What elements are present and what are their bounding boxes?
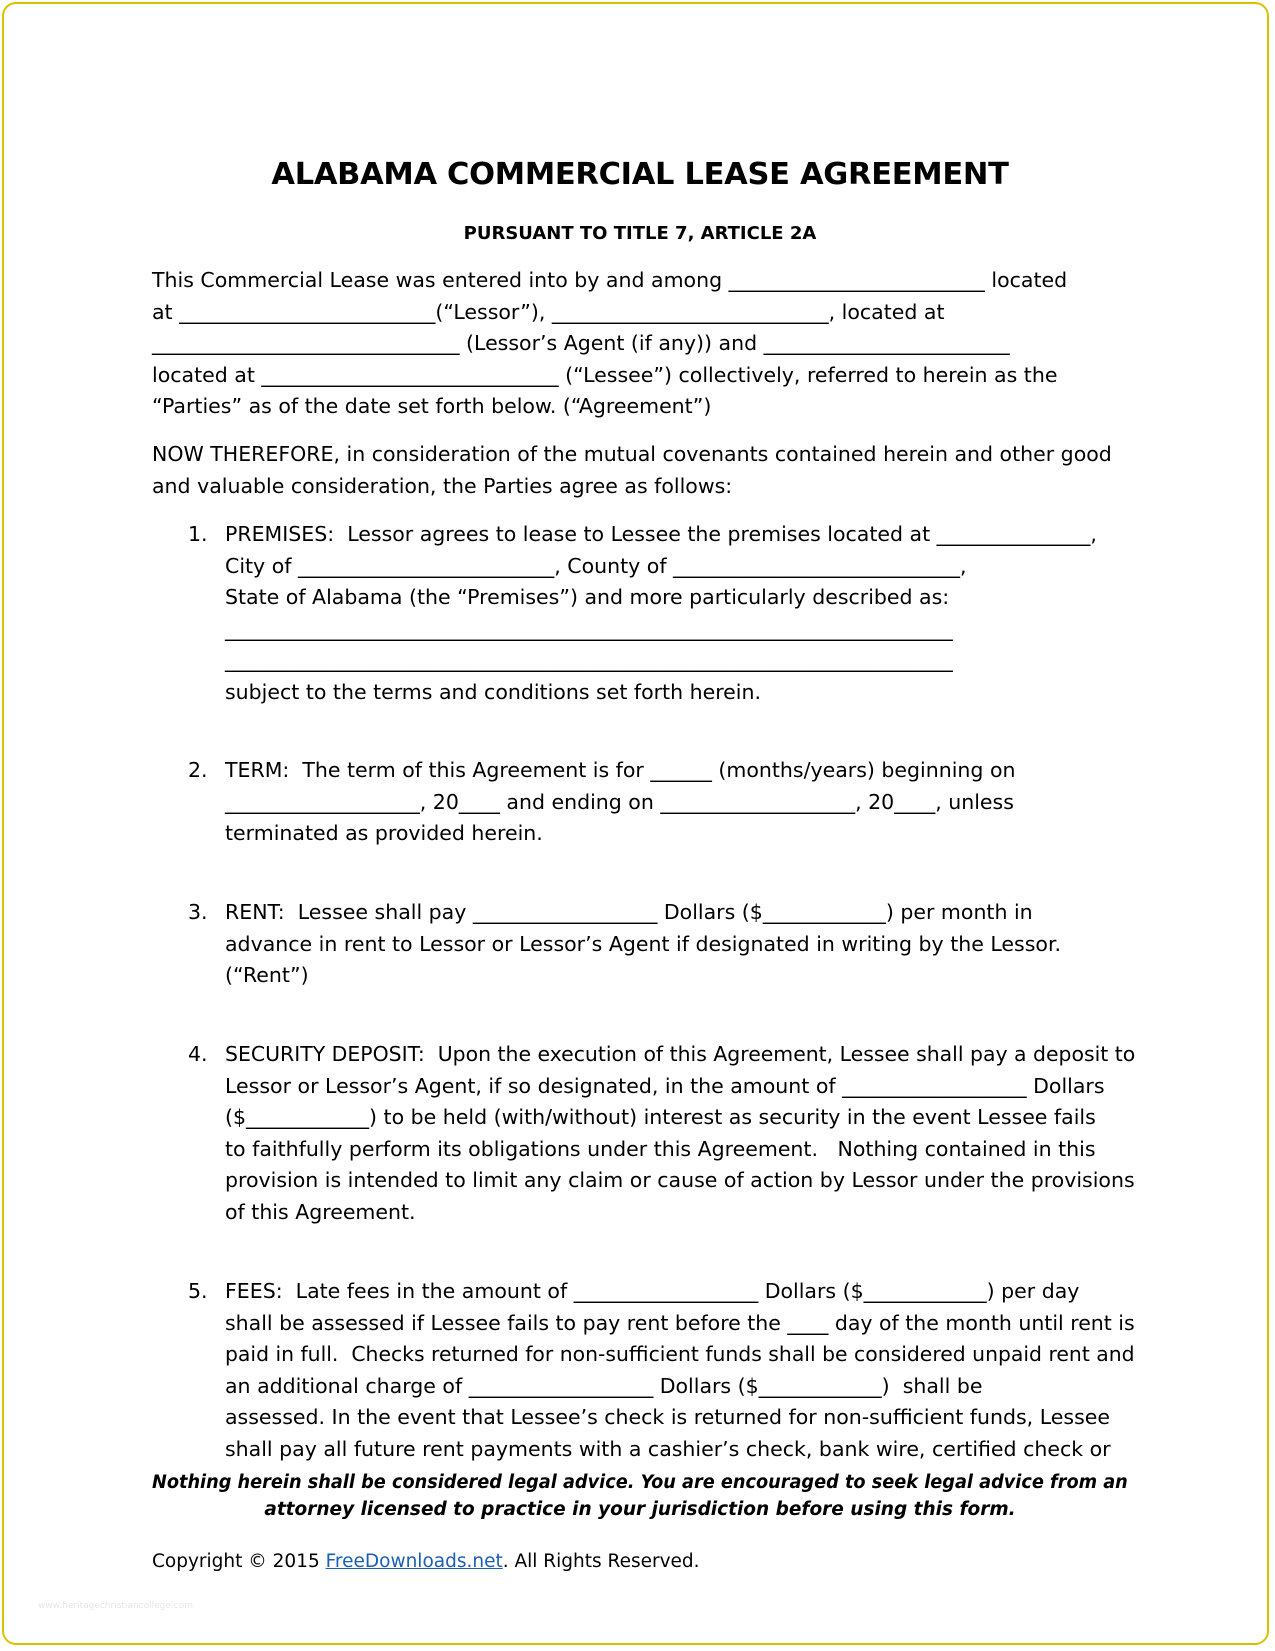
section-line: an additional charge of __________________ Dollars ($____________) shall be xyxy=(225,1373,983,1398)
section-line: TERM: The term of this Agreement is for ______ (months/years) beginning on xyxy=(225,758,1016,782)
section-body xyxy=(225,1276,1135,1465)
watermark: www.heritagechristiancollege.com xyxy=(38,1601,193,1611)
section-line: FEES: Late fees in the amount of __________________ Dollars ($____________) per day xyxy=(225,1279,1080,1303)
section-number: 3. xyxy=(188,900,208,924)
copyright-prefix: Copyright © 2015 xyxy=(152,1551,326,1572)
section-line: subject to the terms and conditions set forth herein. xyxy=(225,679,762,704)
intro-line: ______________________________ (Lessor’s Agent (if any)) and ________________________ xyxy=(152,331,1010,355)
section-body xyxy=(225,897,1135,992)
disclaimer-line: Nothing herein shall be considered legal advice. You are encouraged to seek legal advice from an xyxy=(152,1472,1128,1493)
section-line: ($____________) to be held (with/without) interest as security in the event Lessee fails xyxy=(225,1105,1096,1129)
section-line: State of Alabama (the “Premises”) and more particularly described as: xyxy=(225,585,950,609)
copyright-suffix: . All Rights Reserved. xyxy=(502,1551,700,1572)
section-number: 1. xyxy=(188,522,208,546)
section-line: ___________________, 20____ and ending on ___________________, 20____, unless xyxy=(225,789,1014,814)
section-line: paid in full. Checks returned for non-sufficient funds shall be considered unpaid rent and xyxy=(225,1342,1135,1366)
document-subtitle: PURSUANT TO TITLE 7, ARTICLE 2A xyxy=(463,223,817,244)
freedownloads-link[interactable]: FreeDownloads.net xyxy=(325,1551,503,1572)
section-number: 2. xyxy=(188,758,208,782)
copyright-notice xyxy=(152,1551,700,1572)
section-line: (“Rent”) xyxy=(225,963,309,987)
page-frame xyxy=(2,2,1269,1645)
now-therefore-line: NOW THEREFORE, in consideration of the mutual covenants contained herein and other good xyxy=(152,442,1112,466)
section-line: shall be assessed if Lessee fails to pay rent before the ____ day of the month until rent is xyxy=(225,1310,1135,1335)
section-number: 5. xyxy=(188,1279,208,1303)
section-line: Lessor or Lessor’s Agent, if so designated, in the amount of __________________ Dollars xyxy=(225,1073,1105,1098)
section-line: PREMISES: Lessor agrees to lease to Lessee the premises located at _______________, xyxy=(225,522,1097,546)
section-line: to faithfully perform its obligations under this Agreement. Nothing contained in this xyxy=(225,1136,1096,1161)
intro-line: located at _____________________________ (“Lessee”) collectively, referred to herein as the xyxy=(152,362,1058,387)
description-blank-line[interactable]: _______________________________________________________________________ xyxy=(225,648,953,672)
now-therefore-line: and valuable consideration, the Parties agree as follows: xyxy=(152,473,733,498)
intro-line: This Commercial Lease was entered into by and among _________________________ located xyxy=(152,268,1068,292)
section-body xyxy=(225,519,1135,708)
section-line: advance in rent to Lessor or Lessor’s Agent if designated in writing by the Lessor. xyxy=(225,931,1062,956)
section-number: 4. xyxy=(188,1042,208,1066)
section-line: terminated as provided herein. xyxy=(225,821,543,845)
section-line: SECURITY DEPOSIT: Upon the execution of this Agreement, Lessee shall pay a deposit to xyxy=(225,1042,1136,1066)
section-body xyxy=(225,755,1135,850)
legal-disclaimer xyxy=(152,1469,1128,1523)
description-blank-line[interactable]: _______________________________________________________________________ xyxy=(225,616,953,641)
section-body xyxy=(225,1039,1135,1228)
section-line: RENT: Lessee shall pay __________________ Dollars ($____________) per month in xyxy=(225,900,1033,924)
section-line: shall pay all future rent payments with a cashier’s check, bank wire, certified check or xyxy=(225,1436,1111,1461)
document-title: ALABAMA COMMERCIAL LEASE AGREEMENT xyxy=(271,157,1009,192)
intro-paragraph xyxy=(152,265,1137,423)
now-therefore-paragraph xyxy=(152,439,1137,502)
intro-line: “Parties” as of the date set forth below. (“Agreement”) xyxy=(152,394,712,418)
section-line: assessed. In the event that Lessee’s check is returned for non-sufficient funds, Lessee xyxy=(225,1405,1110,1429)
disclaimer-line: attorney licensed to practice in your jurisdiction before using this form. xyxy=(264,1499,1016,1520)
section-line: of this Agreement. xyxy=(225,1199,416,1224)
intro-line: at _________________________(“Lessor”), ___________________________, located at xyxy=(152,299,945,324)
section-line: provision is intended to limit any claim or cause of action by Lessor under the provisions xyxy=(225,1168,1135,1192)
section-line: City of _________________________, County of ____________________________, xyxy=(225,553,967,578)
